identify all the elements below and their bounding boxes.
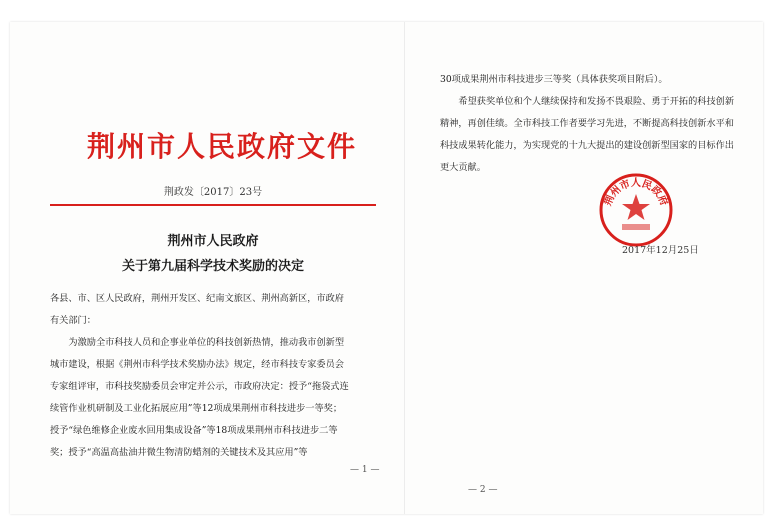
official-seal-icon bbox=[598, 172, 674, 248]
body-paragraph-1: 为激励全市科技人员和企事业单位的科技创新热情，推动我市创新型城市建设，根据《荆州市科学技术奖励办法》规定，经市科技专家委员会专家组评审，市科技奖励委员会审定并公示，市政府决定：授予“拖袋式连续管作业机研制及工业化拓展应用”等12项成果荆州市科技进步一等奖；授予“绿色维修企业废水回用集成设备”等18项成果荆州市科技进步二等奖；授予“高温高盐油井微生物清防蜡剂的关键技术及其应用”等 bbox=[50, 337, 349, 458]
body-paragraph-2: 希望获奖单位和个人继续保持和发扬不畏艰险、勇于开拓的科技创新精神，再创佳绩。全市科技工作者要学习先进，不断提高科技创新水平和科技成果转化能力，为实现党的十九大提出的建设创新型国家的目标作出更大贡献。 bbox=[440, 96, 735, 173]
issuer-heading: 荆州市人民政府 bbox=[167, 234, 259, 249]
page-1 bbox=[50, 22, 380, 514]
body-continuation: 30项成果荆州市科技进步三等奖（具体获奖项目附后）。 bbox=[440, 74, 668, 85]
seal-text: 荆州市人民政府 bbox=[602, 178, 670, 208]
document-spread bbox=[10, 22, 763, 514]
red-rule-divider bbox=[50, 204, 376, 206]
subject-heading: 关于第九届科学技术奖励的决定 bbox=[121, 259, 304, 274]
page-number-1: — 1 — bbox=[350, 465, 380, 475]
page-number-2: — 2 — bbox=[468, 485, 498, 495]
document-title: 荆州市人民政府文件 bbox=[86, 130, 357, 163]
document-number: 荆政发〔2017〕23号 bbox=[163, 187, 263, 198]
page-divider bbox=[404, 22, 405, 514]
signing-date: 2017年12月25日 bbox=[622, 245, 699, 256]
page-2 bbox=[440, 22, 760, 514]
addressee: 各县、市、区人民政府，荆州开发区、纪南文旅区、荆州高新区，市政府有关部门： bbox=[50, 293, 344, 326]
